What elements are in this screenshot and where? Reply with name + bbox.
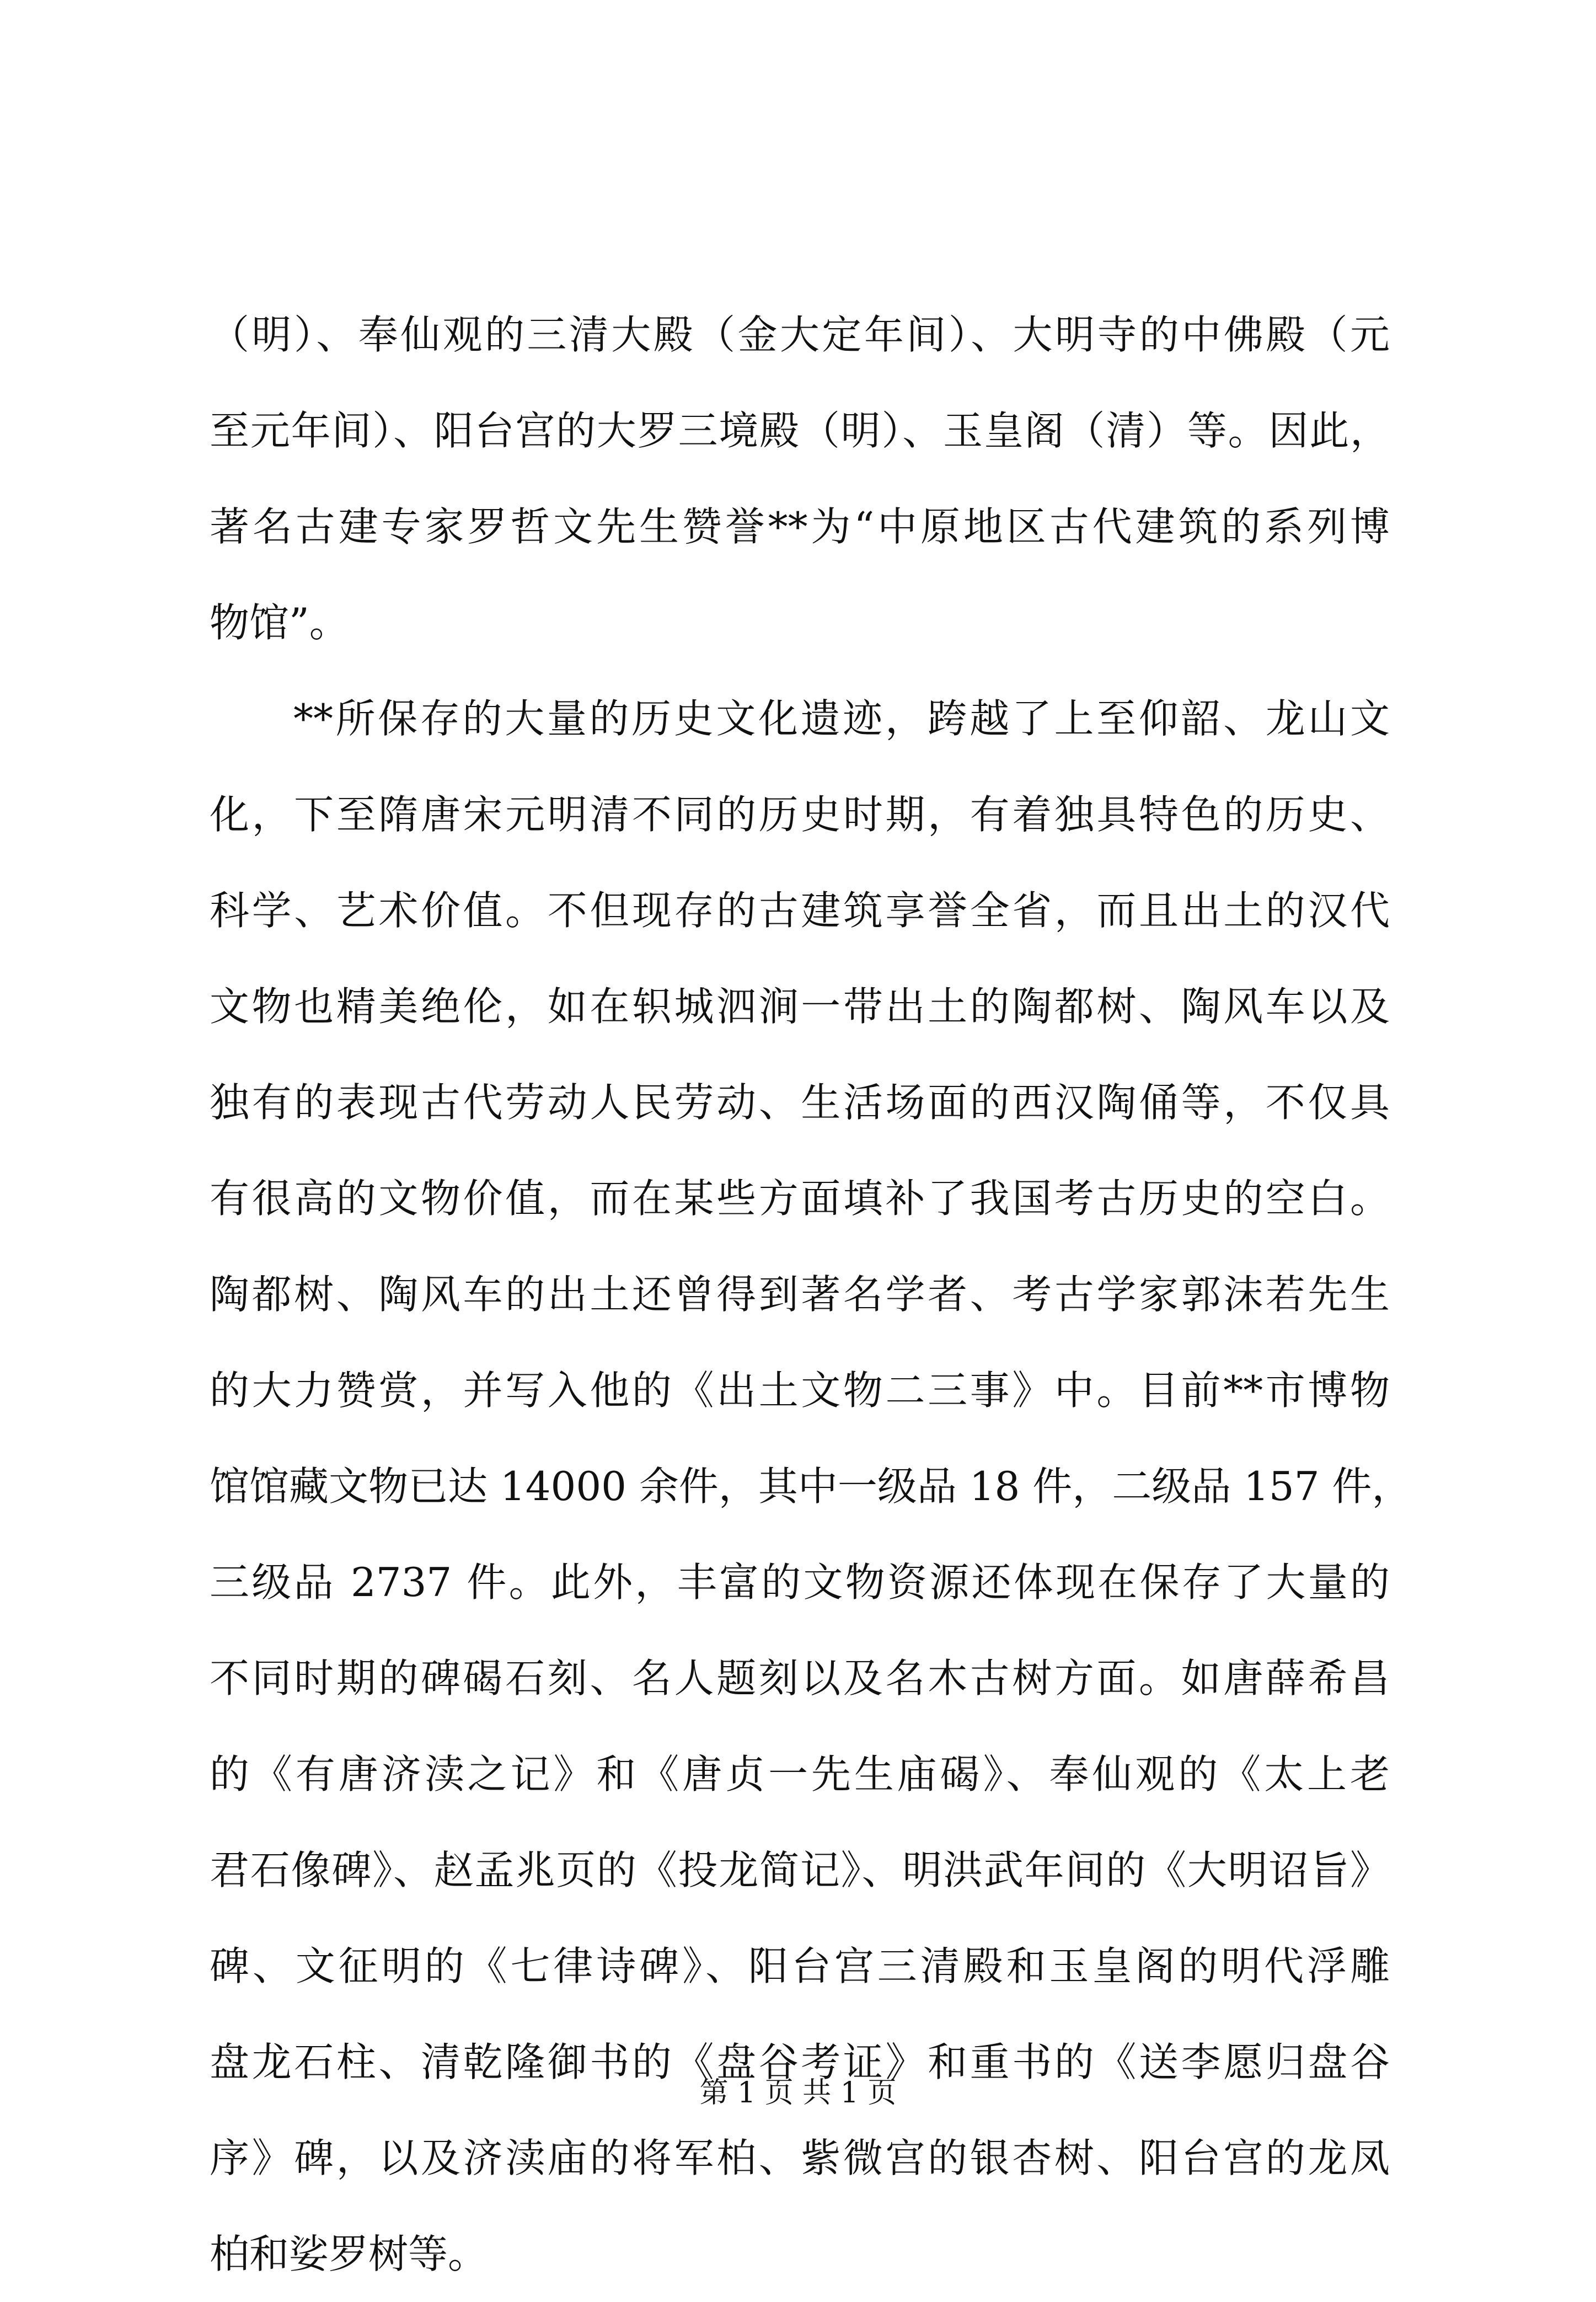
- text-line: 科学、艺术价值。不但现存的古建筑享誉全省，而且出土的汉代: [210, 887, 1390, 934]
- text-line: 有很高的文物价值，而在某些方面填补了我国考古历史的空白。: [210, 1175, 1390, 1222]
- text-line: 的《有唐济渎之记》和《唐贞一先生庙碣》、奉仙观的《太上老: [210, 1751, 1390, 1797]
- text-line: 著名古建专家罗哲文先生赞誉**为“中原地区古代建筑的系列博: [210, 504, 1390, 550]
- text-line: 文物也精美绝伦，如在轵城泗涧一带出土的陶都树、陶风车以及: [210, 983, 1390, 1030]
- text-line: 三级品 2737 件。此外，丰富的文物资源还体现在保存了大量的: [210, 1559, 1390, 1605]
- text-line: 物馆”。: [210, 599, 349, 646]
- paragraph-2: [210, 671, 1412, 2302]
- text-line: 独有的表现古代劳动人民劳动、生活场面的西汉陶俑等，不仅具: [210, 1079, 1390, 1126]
- text-line: 馆馆藏文物已达 14000 余件，其中一级品 18 件，二级品 157 件，: [210, 1463, 1412, 1509]
- text-line: （明）、奉仙观的三清大殿（金大定年间）、大明寺的中佛殿（元: [210, 312, 1390, 358]
- text-line: 不同时期的碑碣石刻、名人题刻以及名木古树方面。如唐薛希昌: [210, 1655, 1390, 1701]
- text-line: 君石像碑》、赵孟兆页的《投龙简记》、明洪武年间的《大明诏旨》: [210, 1847, 1390, 1893]
- text-line: 柏和娑罗树等。: [210, 2231, 488, 2277]
- text-line: 盘龙石柱、清乾隆御书的《盘谷考证》和重书的《送李愿归盘谷: [210, 2039, 1390, 2085]
- page-footer: 第 1 页 共 1 页: [699, 2076, 897, 2110]
- document-body: [210, 287, 1412, 2302]
- text-line: 碑、文征明的《七律诗碑》、阳台宫三清殿和玉皇阁的明代浮雕: [210, 1943, 1390, 1989]
- paragraph-1: [210, 287, 1390, 671]
- text-line: 序》碑，以及济渎庙的将军柏、紫微宫的银杏树、阳台宫的龙凤: [210, 2135, 1390, 2181]
- text-line: 陶都树、陶风车的出土还曾得到著名学者、考古学家郭沫若先生: [210, 1271, 1390, 1318]
- text-line: 化，下至隋唐宋元明清不同的历史时期，有着独具特色的历史、: [210, 791, 1390, 838]
- text-line: 的大力赞赏，并写入他的《出土文物二三事》中。目前**市博物: [210, 1367, 1390, 1414]
- text-line: **所保存的大量的历史文化遗迹，跨越了上至仰韶、龙山文: [293, 695, 1390, 742]
- text-line: 至元年间）、阳台宫的大罗三境殿（明）、玉皇阁（清）等。因此，: [210, 408, 1390, 454]
